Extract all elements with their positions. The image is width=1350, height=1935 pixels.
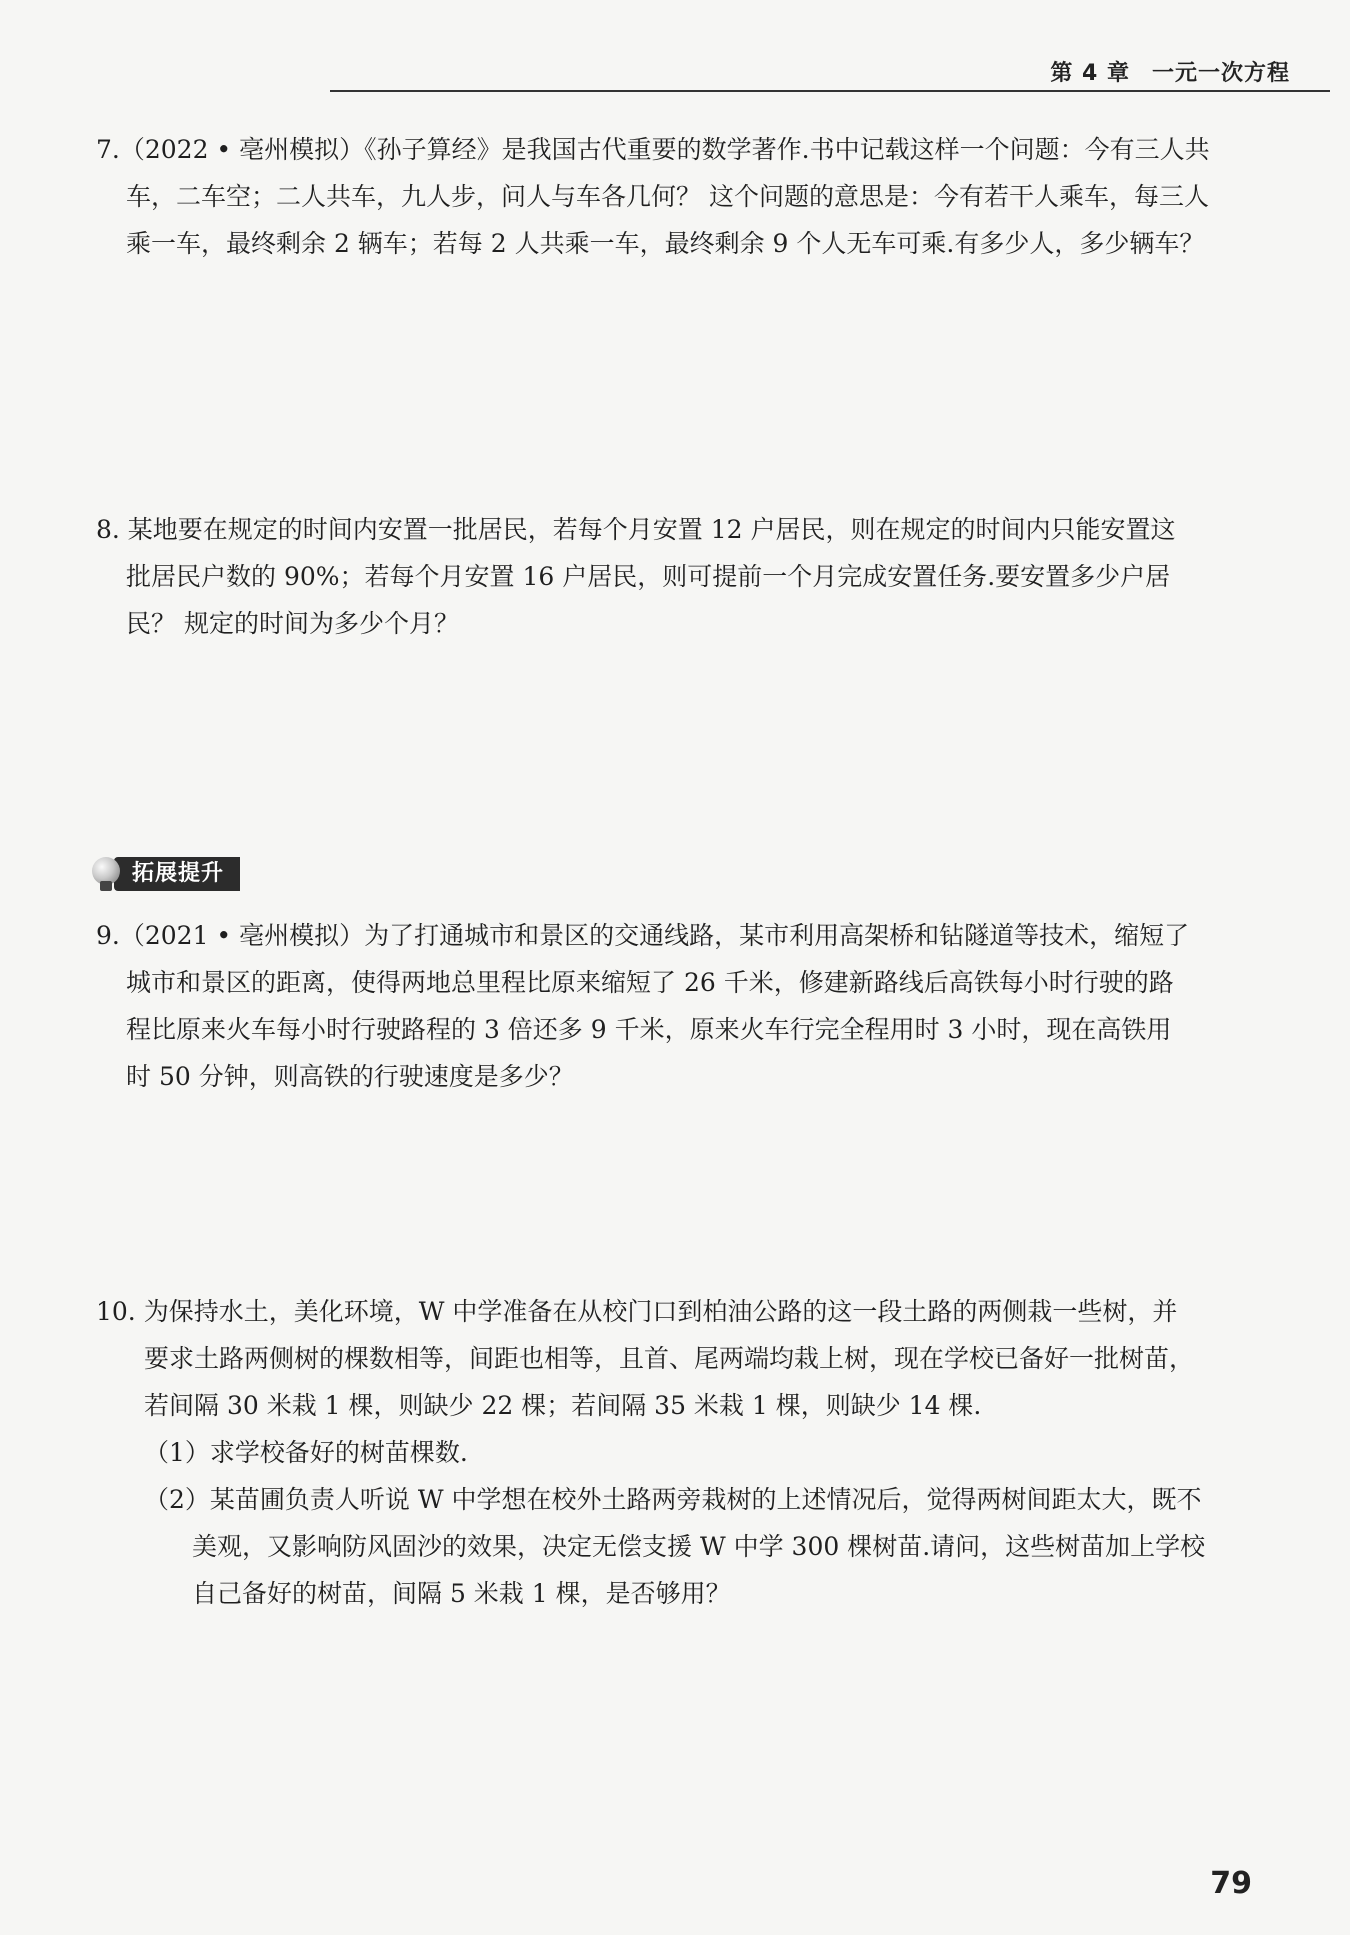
sub-question-1: （1）求学校备好的树苗棵数. — [144, 1438, 468, 1467]
chapter-header — [1050, 56, 1290, 87]
page-number: 79 — [1210, 1866, 1252, 1901]
section-title: 拓展提升 — [114, 857, 240, 891]
problem-line: 7.（2022 • 亳州模拟）《孙子算经》是我国古代重要的数学著作.书中记载这样一个问题：今有三人共 — [96, 135, 1210, 164]
sub-question-2: （2）某苗圃负责人听说 W 中学想在校外土路两旁栽树的上述情况后，觉得两树间距太大，既不 — [144, 1485, 1202, 1514]
problem-line: 程比原来火车每小时行驶路程的 3 倍还多 9 千米，原来火车行完全程用时 3 小时，现在高铁用 — [126, 1015, 1172, 1044]
problem-line: 10. 为保持水土，美化环境，W 中学准备在从校门口到柏油公路的这一段土路的两侧栽一些树，并 — [96, 1297, 1178, 1326]
problem-line: 若间隔 30 米栽 1 棵，则缺少 22 棵；若间隔 35 米栽 1 棵，则缺少 14 棵. — [144, 1391, 982, 1420]
problem-line: 乘一车，最终剩余 2 辆车；若每 2 人共乘一车，最终剩余 9 个人无车可乘.有多少人，多少辆车？ — [126, 229, 1205, 258]
header-rule — [330, 90, 1330, 92]
problem-line: 时 50 分钟，则高铁的行驶速度是多少？ — [126, 1062, 574, 1091]
problem-line: 8. 某地要在规定的时间内安置一批居民，若每个月安置 12 户居民，则在规定的时间内只能安置这 — [96, 515, 1176, 544]
problem-line: 车，二车空；二人共车，九人步，问人与车各几何？ 这个问题的意思是：今有若干人乘车，每三人 — [126, 182, 1209, 211]
lightbulb-icon — [92, 857, 120, 891]
problem-9 — [96, 912, 1271, 1100]
problem-line: 9.（2021 • 亳州模拟）为了打通城市和景区的交通线路，某市利用高架桥和钻隧道等技术，缩短了 — [96, 921, 1190, 950]
problem-line: 批居民户数的 90%；若每个月安置 16 户居民，则可提前一个月完成安置任务.要安置多少户居 — [126, 562, 1171, 591]
problem-line: 民？ 规定的时间为多少个月？ — [126, 609, 459, 638]
problem-line: 美观，又影响防风固沙的效果，决定无偿支援 W 中学 300 棵树苗.请问，这些树苗加上学校 — [192, 1532, 1206, 1561]
chapter-title: 一元一次方程 — [1151, 61, 1290, 86]
chapter-number: 第 4 章 — [1050, 61, 1130, 86]
problem-7 — [96, 126, 1271, 267]
section-badge — [92, 856, 240, 892]
problem-line: 要求土路两侧树的棵数相等，间距也相等，且首、尾两端均栽上树，现在学校已备好一批树苗， — [144, 1344, 1195, 1373]
problem-8 — [96, 506, 1271, 647]
problem-line: 自己备好的树苗，间隔 5 米栽 1 棵，是否够用？ — [192, 1579, 731, 1608]
problem-10 — [96, 1288, 1271, 1617]
problem-line: 城市和景区的距离，使得两地总里程比原来缩短了 26 千米，修建新路线后高铁每小时行驶的路 — [126, 968, 1174, 997]
